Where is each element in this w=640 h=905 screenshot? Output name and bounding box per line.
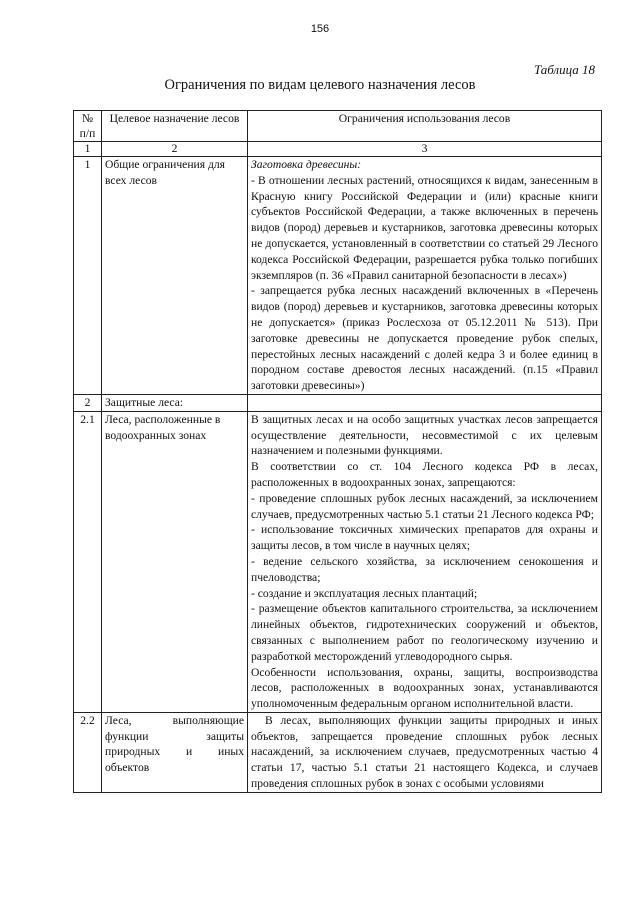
table-row <box>74 712 602 792</box>
row-restrictions <box>248 394 602 411</box>
row-number: 2 <box>74 394 102 411</box>
table-row <box>74 157 602 395</box>
column-number: 2 <box>102 142 248 157</box>
restrictions-table <box>73 110 602 793</box>
row-number: 2.1 <box>74 411 102 712</box>
table-row <box>74 394 602 411</box>
restriction-paragraph: - проведение сплошных рубок лесных насаждений, за исключением случаев, предусмотренных частью 5.1 статьи 21 Лесного кодекса РФ; <box>251 491 598 521</box>
restriction-paragraph: - В отношении лесных растений, относящихся к видам, занесенным в Красную книгу Российской Федерации и (или) красные книги субъектов Российской Федерации, а также включенных в перечень видов (пород) деревьев и кустарников, заготовка древесины которых не допускается, установленный в соответствии со статьей 29 Лесного кодекса Российской Федерации, разрешается рубка только погибших экземпляров (п. 36 «Правил санитарной безопасности в лесах») <box>251 173 598 282</box>
header-purpose: Целевое назначение лесов <box>102 111 248 142</box>
restriction-paragraph: Особенности использования, охраны, защиты, воспроизводства лесов, расположенных в водоохранных зонах, устанавливаются уполномоченным федеральным органом исполнительной власти. <box>251 665 598 711</box>
row-number: 1 <box>74 157 102 395</box>
row-purpose: Леса, выполняющие функции защиты природных и иных объектов <box>102 712 248 792</box>
table-header-row <box>74 111 602 142</box>
row-restrictions <box>248 712 602 792</box>
restriction-heading: Заготовка древесины: <box>251 158 362 171</box>
restriction-paragraph: В соответствии со ст. 104 Лесного кодекса РФ в лесах, расположенных в водоохранных зонах, запрещаются: <box>251 460 598 489</box>
restriction-paragraph: - создание и эксплуатация лесных плантаций; <box>251 586 478 600</box>
row-purpose: Общие ограничения для всех лесов <box>102 157 248 395</box>
header-number: № п/п <box>74 111 102 142</box>
table-label: Таблица 18 <box>533 62 595 77</box>
row-number: 2.2 <box>74 712 102 792</box>
column-number-row <box>74 142 602 157</box>
restriction-paragraph: В защитных лесах и на особо защитных участках лесов запрещается осуществление деятельности, несовместимой с их целевым назначением и полезными функциями. <box>251 412 598 458</box>
row-purpose: Леса, расположенные в водоохранных зонах <box>102 411 248 712</box>
restriction-paragraph: - запрещается рубка лесных насаждений включенных в «Перечень видов (пород) деревьев и кустарников, заготовка древесины которых не допускается» (приказ Рослесхоза от 05.12.2011 № 513). При заготовке древесины не допускается проведение рубок спелых, перестойных лесных насаждений с долей кедра 3 и более единиц в породном составе древостоя лесных насаждений. (п.15 «Правил заготовки древесины») <box>251 284 598 393</box>
table-row <box>74 411 602 712</box>
header-restrictions: Ограничения использования лесов <box>248 111 602 142</box>
column-number: 1 <box>74 142 102 157</box>
restriction-paragraph: В лесах, выполняющих функции защиты природных и иных объектов, запрещается проведение сплошных рубок лесных насаждений, за исключением случаев, предусмотренных частью 4 статьи 17, частью 5.1 статьи 21 настоящего Кодекса, и случаев проведения сплошных рубок в зонах с особыми условиями <box>251 713 598 791</box>
restriction-paragraph: - использование токсичных химических препаратов для охраны и защиты лесов, в том числе в научных целях; <box>251 523 598 553</box>
document-title: Ограничения по видам целевого назначения лесов <box>164 77 476 93</box>
row-restrictions <box>248 157 602 395</box>
row-restrictions <box>248 411 602 712</box>
restriction-paragraph: - ведение сельского хозяйства, за исключением сенокошения и пчеловодства; <box>251 554 598 584</box>
page-number: 156 <box>310 23 330 35</box>
column-number: 3 <box>248 142 602 157</box>
restriction-paragraph: - размещение объектов капитального строительства, за исключением линейных объектов, гидротехнических сооружений и объектов, связанных с выполнением работ по геологическому изучению и разработкой месторождений углеводородного сырья. <box>251 602 598 663</box>
row-purpose: Защитные леса: <box>102 394 248 411</box>
